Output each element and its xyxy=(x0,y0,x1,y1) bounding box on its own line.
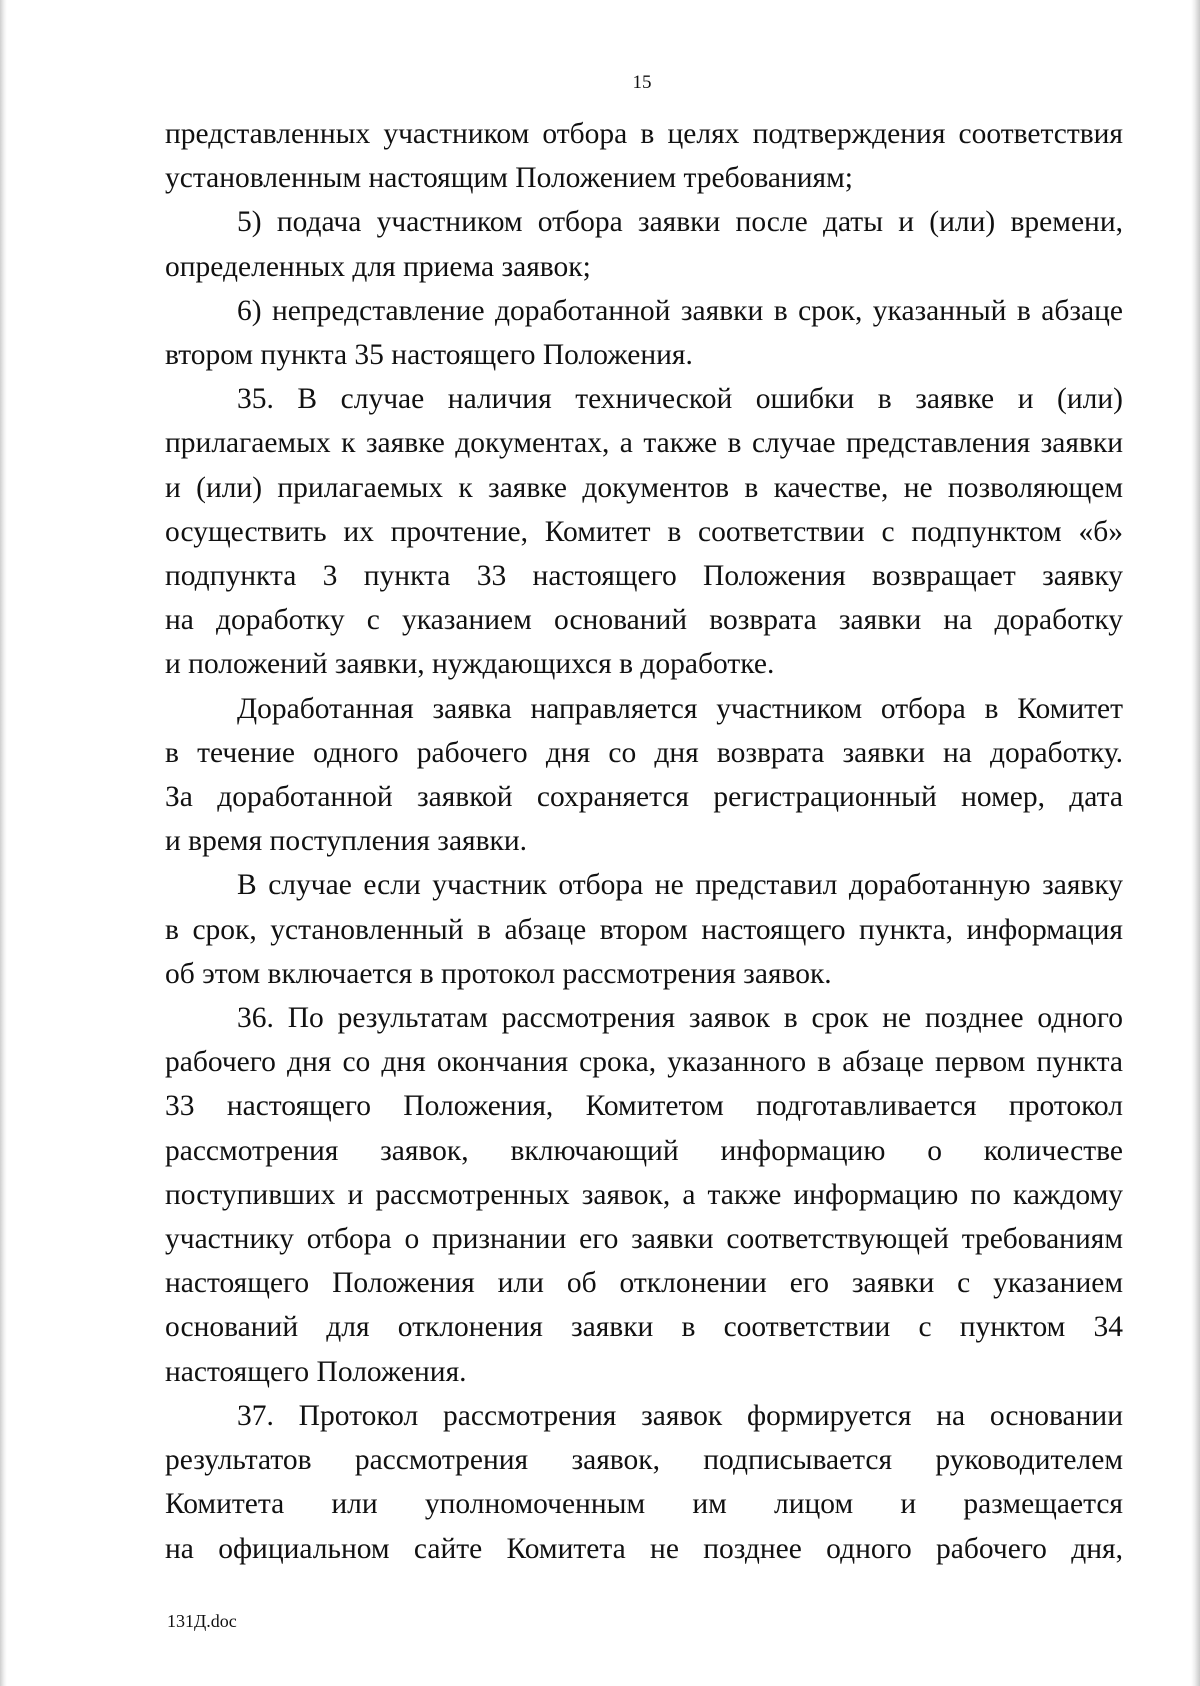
page-number: 15 xyxy=(632,72,652,93)
text-line: в течение одного рабочего дня со дня возврата заявки на доработку. xyxy=(165,736,1123,769)
text-line: 35. В случае наличия технической ошибки в заявке и (или) xyxy=(237,383,1123,416)
text-line: 36. По результатам рассмотрения заявок в срок не позднее одного xyxy=(237,1002,1123,1035)
paragraph xyxy=(165,112,1123,200)
text-line: втором пункта 35 настоящего Положения. xyxy=(165,339,693,372)
text-line: 33 настоящего Положения, Комитетом подготавливается протокол xyxy=(165,1090,1123,1123)
paragraph xyxy=(165,200,1123,288)
paragraph xyxy=(165,377,1123,686)
text-line: и положений заявки, нуждающихся в доработке. xyxy=(165,648,775,681)
scan-edge-left xyxy=(0,0,7,1686)
text-line: об этом включается в протокол рассмотрения заявок. xyxy=(165,957,832,990)
text-line: в срок, установленный в абзаце втором настоящего пункта, информация xyxy=(165,913,1123,946)
text-line: В случае если участник отбора не представил доработанную заявку xyxy=(237,869,1123,902)
text-line: оснований для отклонения заявки в соответствии с пунктом 34 xyxy=(165,1311,1123,1344)
text-line: участнику отбора о признании его заявки соответствующей требованиям xyxy=(165,1223,1123,1256)
text-line: представленных участником отбора в целях подтверждения соответствия xyxy=(165,118,1123,150)
text-line: поступивших и рассмотренных заявок, а также информацию по каждому xyxy=(165,1178,1123,1211)
text-line: на доработку с указанием оснований возврата заявки на доработку xyxy=(165,604,1123,637)
paragraph xyxy=(165,863,1123,996)
paragraph xyxy=(165,687,1123,864)
text-line: подпункта 3 пункта 33 настоящего Положения возвращает заявку xyxy=(165,560,1123,593)
document-body xyxy=(165,112,1123,1571)
text-line: и время поступления заявки. xyxy=(165,825,528,858)
text-line: За доработанной заявкой сохраняется регистрационный номер, дата xyxy=(165,781,1123,814)
text-line: установленным настоящим Положением требованиям; xyxy=(165,162,853,195)
text-line: 5) подача участником отбора заявки после даты и (или) времени, xyxy=(237,206,1123,239)
text-line: определенных для приема заявок; xyxy=(165,250,591,283)
text-line: Комитета или уполномоченным им лицом и размещается xyxy=(165,1488,1123,1521)
text-line: настоящего Положения или об отклонении его заявки с указанием xyxy=(165,1267,1123,1300)
text-line: прилагаемых к заявке документах, а также в случае представления заявки xyxy=(165,427,1123,460)
paragraph xyxy=(165,289,1123,377)
paragraph xyxy=(165,1394,1123,1571)
text-line: на официальном сайте Комитета не позднее одного рабочего дня, xyxy=(165,1532,1123,1565)
text-line: и (или) прилагаемых к заявке документов в качестве, не позволяющем xyxy=(165,471,1123,504)
text-line: 6) непредставление доработанной заявки в срок, указанный в абзаце xyxy=(237,294,1123,327)
text-line: настоящего Положения. xyxy=(165,1355,467,1388)
paragraph xyxy=(165,996,1123,1394)
text-line: 37. Протокол рассмотрения заявок формируется на основании xyxy=(237,1399,1123,1432)
text-line: рабочего дня со дня окончания срока, указанного в абзаце первом пункта xyxy=(165,1046,1123,1079)
text-line: результатов рассмотрения заявок, подписывается руководителем xyxy=(165,1444,1123,1477)
text-line: Доработанная заявка направляется участником отбора в Комитет xyxy=(237,692,1123,725)
text-line: рассмотрения заявок, включающий информацию о количестве xyxy=(165,1134,1123,1167)
text-line: осуществить их прочтение, Комитет в соответствии с подпунктом «б» xyxy=(165,515,1123,548)
footer-file-name: 131Д.doc xyxy=(167,1611,237,1631)
scan-edge-right xyxy=(1191,0,1200,1686)
